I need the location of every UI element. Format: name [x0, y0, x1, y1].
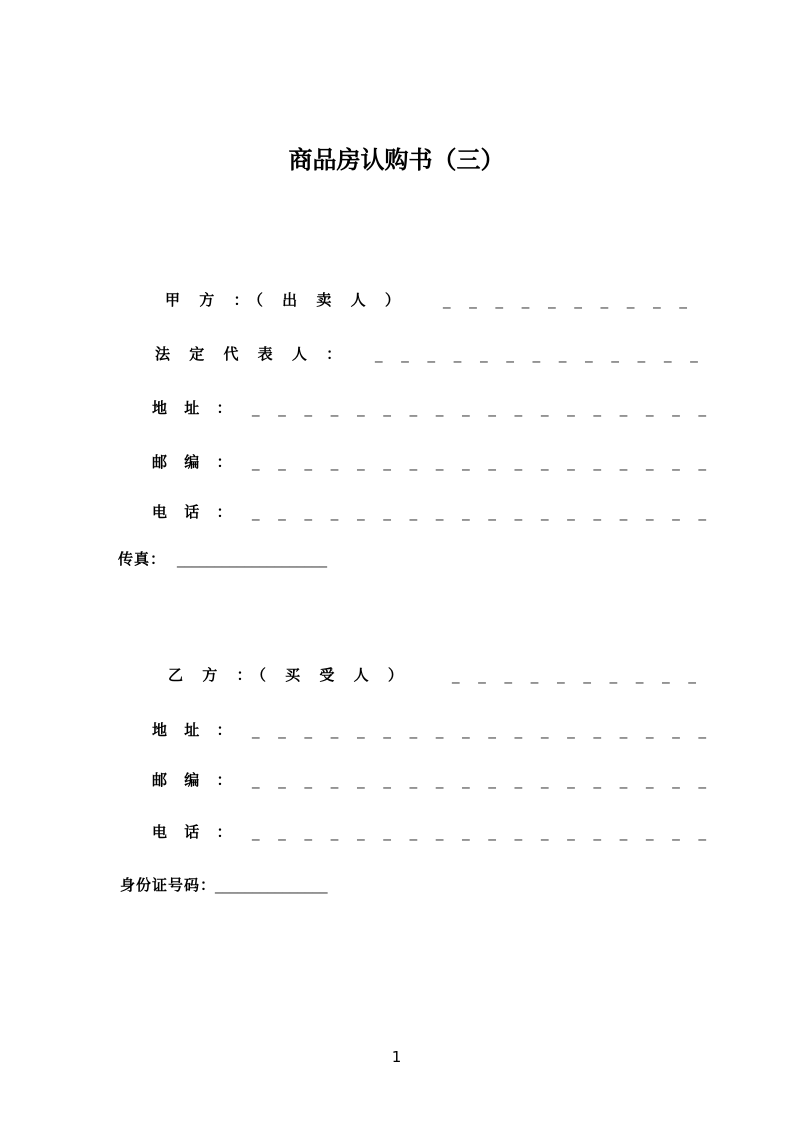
party-a-name-label: 甲 方 ：（ 出 卖 人 ） — [165, 291, 407, 309]
party-a-postcode-blank: _ _ _ _ _ _ _ _ _ _ _ _ _ _ _ _ _ _ — [252, 453, 714, 471]
party-a-postcode-label: 邮 编 ： — [152, 453, 238, 471]
party-b-id-number-label: 身份证号码： — [120, 876, 217, 894]
party-a-fax-line — [118, 549, 327, 569]
document-title: 商品房认购书（三） — [288, 146, 505, 174]
party-a-name-line — [165, 290, 694, 310]
party-b-name-label: 乙 方 ：（ 买 受 人 ） — [168, 666, 410, 684]
party-b-id-number-line — [120, 875, 328, 895]
party-a-fax-label: 传真： — [118, 550, 167, 568]
party-b-id-number-blank: _______________ — [215, 876, 328, 894]
party-b-address-line — [152, 720, 713, 740]
party-b-address-label: 地 址 ： — [152, 721, 238, 739]
party-b-phone-blank: _ _ _ _ _ _ _ _ _ _ _ _ _ _ _ _ _ _ — [252, 823, 714, 841]
party-a-postcode-line — [152, 452, 713, 472]
page-number: 1 — [391, 1048, 402, 1066]
party-a-fax-blank: ____________________ — [177, 550, 327, 568]
party-b-address-blank: _ _ _ _ _ _ _ _ _ _ _ _ _ _ _ _ _ _ — [252, 721, 714, 739]
party-b-name-blank: _ _ _ _ _ _ _ _ _ _ — [452, 666, 703, 684]
party-a-address-blank: _ _ _ _ _ _ _ _ _ _ _ _ _ _ _ _ _ _ — [252, 399, 714, 417]
party-a-address-line — [152, 398, 713, 418]
party-a-legal-rep-line — [155, 344, 705, 364]
party-a-name-blank: _ _ _ _ _ _ _ _ _ _ — [443, 291, 694, 309]
party-a-phone-label: 电 话 ： — [152, 503, 238, 521]
party-b-name-line — [168, 665, 703, 685]
party-b-postcode-line — [152, 770, 713, 790]
party-a-phone-blank: _ _ _ _ _ _ _ _ _ _ _ _ _ _ _ _ _ _ — [252, 503, 714, 521]
party-b-postcode-label: 邮 编 ： — [152, 771, 238, 789]
party-b-postcode-blank: _ _ _ _ _ _ _ _ _ _ _ _ _ _ _ _ _ _ — [252, 771, 714, 789]
party-a-legal-rep-blank: _ _ _ _ _ _ _ _ _ _ _ _ _ — [375, 345, 705, 363]
party-b-phone-line — [152, 822, 713, 842]
party-a-phone-line — [152, 502, 713, 522]
party-a-legal-rep-label: 法 定 代 表 人 ： — [155, 345, 349, 363]
party-b-phone-label: 电 话 ： — [152, 823, 238, 841]
party-a-address-label: 地 址 ： — [152, 399, 238, 417]
